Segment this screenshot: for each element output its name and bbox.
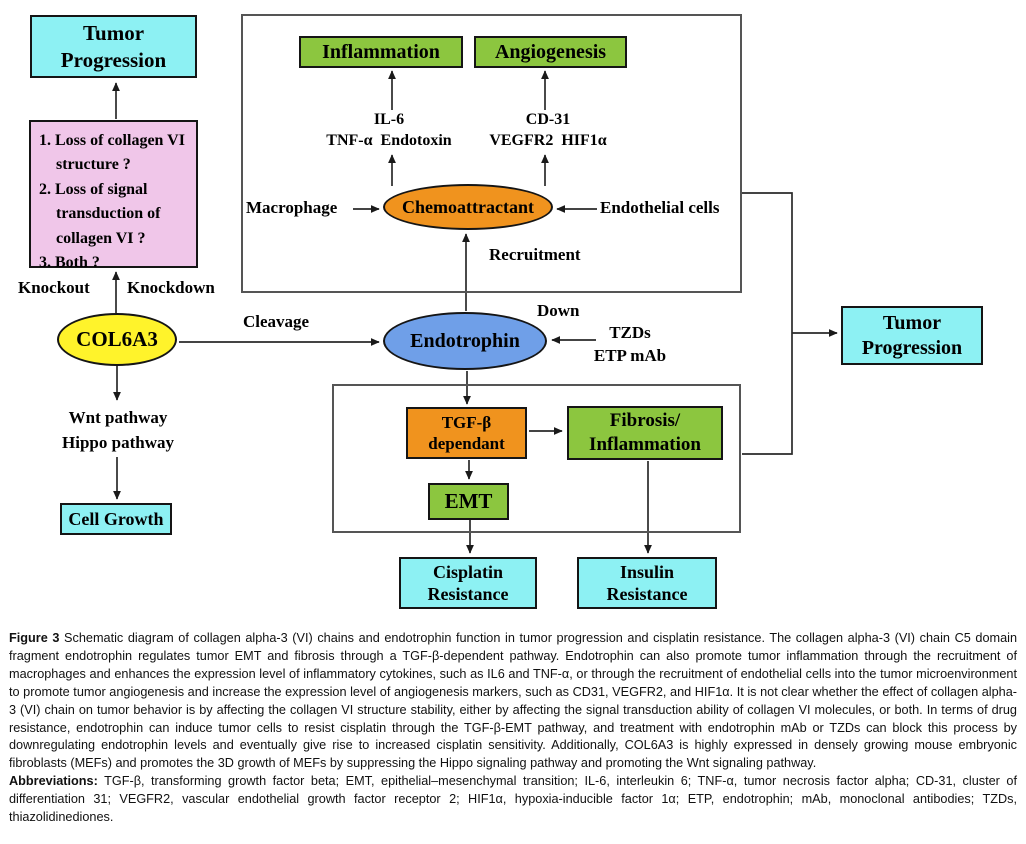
inhibitors-label-block (575, 321, 685, 367)
pathways-label-block (40, 405, 196, 455)
angiogenesis-label: Angiogenesis (494, 40, 607, 63)
abbreviations-text: TGF-β, transforming growth factor beta; EMT, epithelial–mesenchymal transition; IL-6, interleukin 6; TNF-α, tumor necrosis factor alpha; CD-31, cluster of differentiation 31; VEGFR2, vascular endothelial growth factor receptor 2; HIF1α, hypoxia-inducible factor 1α; ETP, endotrophin; mAb, monoclonal antibodies; TZDs, thiazolidinediones. (9, 774, 1017, 825)
insulin-resistance-label: Insulin Resistance (606, 561, 688, 604)
knockout-label: Knockout (18, 278, 90, 297)
figure-caption (9, 630, 1017, 827)
cytokines-label-block (310, 109, 468, 151)
cell-growth-box (60, 503, 172, 535)
hypotheses-box (29, 120, 198, 272)
markers-label-block (475, 109, 621, 151)
macrophage-label: Macrophage (246, 198, 338, 217)
hypothesis-item: 1. Loss of collagen VI structure ? (39, 132, 185, 174)
tgf-dependant-box (406, 407, 527, 459)
endotrophin-label: Endotrophin (410, 329, 520, 352)
emt-box (428, 483, 509, 520)
figure-number-label: Figure 3 (9, 631, 60, 645)
caption-paragraph (9, 630, 1017, 773)
inflammation-box (299, 36, 463, 68)
insulin-resistance-box (577, 557, 717, 609)
hypothesis-item: 2. Loss of signal transduction of collagen VI ? (39, 180, 161, 247)
endotrophin-ellipse (383, 312, 547, 370)
emt-label: EMT (444, 489, 493, 514)
fibrosis-inflammation-label: Fibrosis/ Inflammation (589, 410, 701, 455)
down-label: Down (537, 301, 580, 320)
tumor-progression-right-label: Tumor Progression (861, 311, 963, 359)
caption-text: Schematic diagram of collagen alpha-3 (VI) chains and endotrophin function in tumor progression and cisplatin resistance. The collagen alpha-3 (VI) chain C5 domain fragment endotrophin regulates tumor EMT and fibrosis through a TGF-β-dependent pathway. Endotrophin can also promote tumor inflammation through the recruitment of macrophages and enhances the expression level of inflammatory cytokines, such as IL6 and TNF-α, or through the recruitment of endothelial cells into the tumor microenvironment to promote tumor angiogenesis and increase the expression level of angiogenesis markers, such as CD31, VEGFR2, and HIF1α. It is not clear whether the effect of collagen alpha-3 (VI) chain on tumor behavior is by affecting the collagen VI structure stability, either by affecting the signal transduction ability of collagen VI molecules, or both. In terms of drug resistance, endotrophin can induce tumor cells to resist cisplatin through the TGF-β-EMT pathway, and treatment with endotrophin mAb or TZDs can block this process by downregulating endotrophin levels and eventually give rise to increased cisplatin sensitivity. Additionally, COL6A3 is highly expressed in densely growing mouse embryonic fibroblasts (MEFs) and promotes the 3D growth of MEFs by suppressing the Hippo signaling pathway and promoting the Wnt signaling pathway. (9, 631, 1017, 771)
abbreviations-heading: Abbreviations: (9, 774, 98, 789)
endothelial-cells-label: Endothelial cells (600, 198, 720, 217)
tgf-dependant-label: TGF-β dependant (428, 412, 505, 453)
knockdown-label: Knockdown (127, 278, 215, 297)
cisplatin-resistance-box (399, 557, 537, 609)
bracket-to-tumor-right (742, 193, 792, 454)
cell-growth-label: Cell Growth (68, 508, 164, 529)
angiogenesis-box (474, 36, 627, 68)
il6-label: IL-6 (373, 111, 405, 128)
hypothesis-item: 3. Both ? (39, 254, 100, 272)
wnt-pathway-label: Wnt pathway (68, 408, 168, 427)
col6a3-ellipse (57, 313, 177, 366)
tumor-progression-left-box (30, 15, 197, 78)
cleavage-label: Cleavage (243, 312, 310, 331)
tumor-progression-left-label: Tumor Progression (60, 21, 167, 72)
hippo-pathway-label: Hippo pathway (62, 433, 174, 452)
abbreviations-paragraph (9, 773, 1017, 827)
tumor-progression-right-box (841, 306, 983, 365)
chemoattractant-label: Chemoattractant (402, 196, 534, 217)
chemoattractant-ellipse (383, 184, 553, 230)
inflammation-label: Inflammation (322, 40, 440, 63)
tzds-label: TZDs (609, 323, 651, 342)
etp-mab-label: ETP mAb (593, 346, 667, 365)
recruitment-label: Recruitment (489, 245, 581, 264)
cd31-label: CD-31 (525, 111, 571, 128)
col6a3-label: COL6A3 (76, 327, 158, 352)
fibrosis-inflammation-box (567, 406, 723, 460)
vegfr2-hif1a-label: VEGFR2 HIF1α (489, 132, 607, 149)
tnf-endotoxin-label: TNF-α Endotoxin (326, 132, 452, 149)
cisplatin-resistance-label: Cisplatin Resistance (427, 561, 509, 604)
